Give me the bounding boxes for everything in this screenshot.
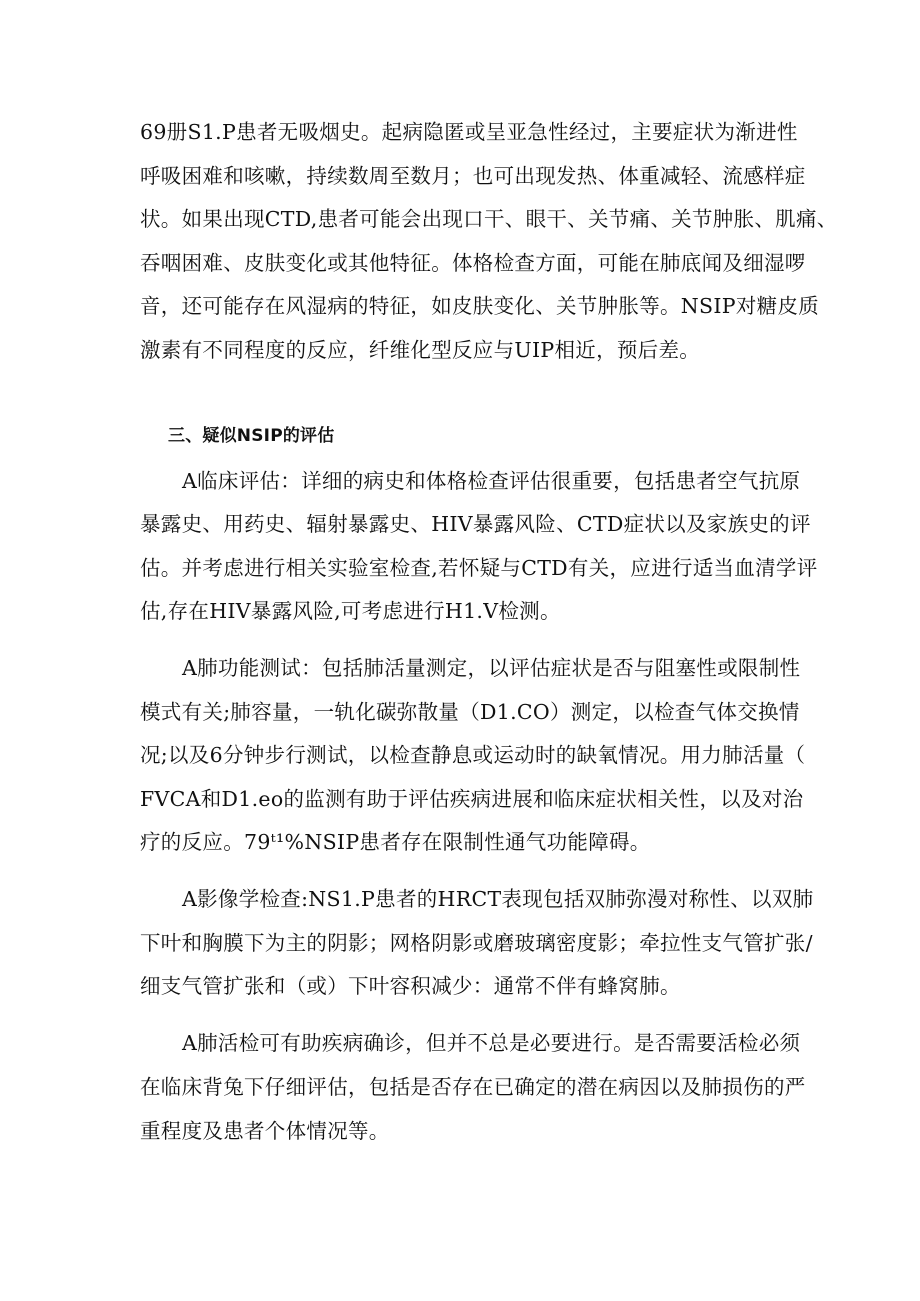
paragraph-1-line-1: 69册S1.P患者无吸烟史。起病隐匿或呈亚急性经过，主要症状为渐进性: [140, 120, 798, 144]
paragraph-5-line-2: 在临床背兔下仔细评估，包括是否存在已确定的潜在病因以及肺损伤的严: [140, 1075, 806, 1099]
paragraph-2-line-4: 估,存在HIV暴露风险,可考虑进行H1.V检测。: [140, 599, 561, 623]
paragraph-1-line-3: 状。如果出现CTD,患者可能会出现口干、眼干、关节痛、关节肿胀、肌痛、: [140, 207, 838, 231]
paragraph-3-line-3: 况;以及6分钟步行测试，以检查静息或运动时的缺氧情况。用力肺活量（: [140, 743, 806, 767]
paragraph-3-line-2: 模式有关;肺容量，一轨化碳弥散量（D1.CO）测定，以检查气体交换情: [140, 700, 800, 724]
paragraph-4-line-2: 下叶和胸膜下为主的阴影；网格阴影或磨玻璃密度影；牵拉性支气管扩张/: [140, 931, 813, 955]
paragraph-5-line-1: A肺活检可有助疾病确诊，但并不总是必要进行。是否需要活检必须: [182, 1031, 801, 1055]
paragraph-1-line-5: 音，还可能存在风湿病的特征，如皮肤变化、关节肿胀等。NSIP对糖皮质: [140, 294, 820, 318]
paragraph-5-line-3: 重程度及患者个体情况等。: [140, 1119, 390, 1143]
section-heading: 三、疑似NSIP的评估: [168, 426, 335, 446]
paragraph-2-line-2: 暴露史、用药史、辐射暴露史、HIV暴露风险、CTD症状以及家族史的评: [140, 512, 811, 536]
paragraph-2-line-1: A临床评估：详细的病史和体格检查评估很重要，包括患者空气抗原: [182, 469, 801, 493]
paragraph-1-line-2: 呼吸困难和咳嗽，持续数周至数月；也可出现发热、体重减轻、流感样症: [140, 164, 806, 188]
paragraph-4-line-1: A影像学检查:NS1.P患者的HRCT表现包括双肺弥漫对称性、以双肺: [182, 887, 814, 911]
paragraph-3-line-1: A肺功能测试：包括肺活量测定，以评估症状是否与阻塞性或限制性: [182, 656, 801, 680]
paragraph-2-line-3: 估。并考虑进行相关实验室检查,若怀疑与CTD有关，应进行适当血清学评: [140, 556, 818, 580]
paragraph-1-line-6: 激素有不同程度的反应，纤维化型反应与UIP相近，预后差。: [140, 338, 701, 362]
paragraph-1-line-4: 吞咽困难、皮肤变化或其他特征。体格检查方面，可能在肺底闻及细湿啰: [140, 251, 806, 275]
paragraph-3-line-4: FVCA和D1.eo的监测有助于评估疾病进展和临床症状相关性，以及对治: [140, 787, 804, 811]
paragraph-4-line-3: 细支气管扩张和（或）下叶容积减少：通常不伴有蜂窝肺。: [140, 974, 681, 998]
paragraph-3-line-5: 疗的反应。79ᵗ¹%NSIP患者存在限制性通气功能障碍。: [140, 830, 651, 854]
